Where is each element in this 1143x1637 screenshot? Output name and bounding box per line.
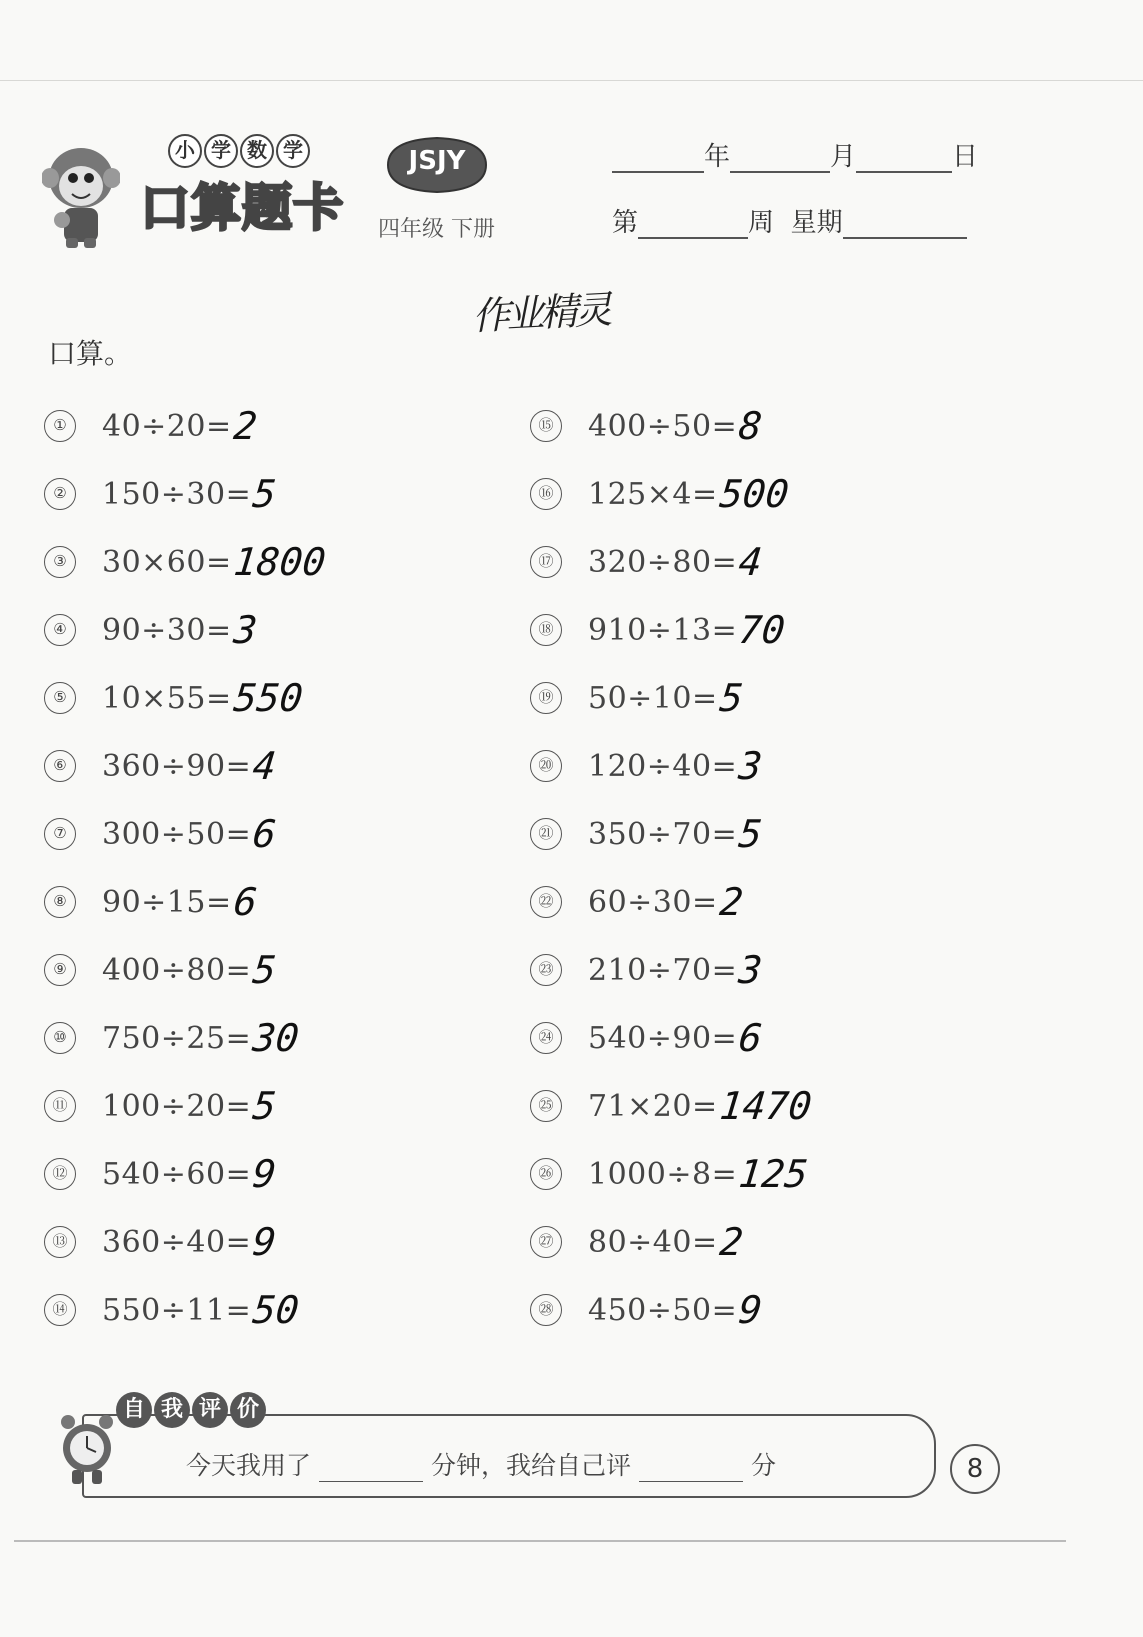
handwritten-answer[interactable]: 9 [250,1152,279,1196]
handwritten-answer[interactable]: 4 [250,744,279,788]
time-used-label: 今天我用了 [186,1451,312,1480]
series-title [168,134,310,168]
monkey-mascot-icon [42,138,120,250]
problem-row [530,868,811,936]
page-number: 8 [950,1444,1000,1494]
series-char: 学 [276,134,310,168]
problem-row [44,800,325,868]
problem-row [44,1140,325,1208]
problem-expression: 80÷40= [588,1224,718,1260]
problem-expression: 120÷40= [588,748,738,784]
problem-number: ① [44,410,76,442]
problems-right-column [530,392,814,1344]
problem-number: ⑩ [44,1022,76,1054]
self-eval-char: 自 [116,1392,152,1428]
handwritten-answer[interactable]: 70 [736,608,788,652]
day-blank[interactable] [856,145,952,173]
problem-row [44,1072,325,1140]
points-label: 分 [751,1451,777,1480]
problem-row [44,936,325,1004]
week-label: 周 [748,208,775,238]
series-char: 小 [168,134,202,168]
problem-expression: 320÷80= [588,544,738,580]
problem-number: ⑰ [530,546,562,578]
problem-expression: 90÷30= [102,612,232,648]
series-char: 学 [204,134,238,168]
problem-row [530,1072,814,1140]
handwritten-answer[interactable]: 8 [736,404,765,448]
minutes-blank[interactable] [319,1457,423,1482]
problem-number: ㉒ [530,886,562,918]
problem-number: ③ [44,546,76,578]
instruction-text: 口算。 [48,337,133,370]
scan-artifact [0,80,1143,81]
handwritten-answer[interactable]: 3 [736,948,765,992]
week-fields [612,202,992,239]
alarm-clock-mascot-icon [54,1408,120,1488]
problem-expression: 360÷40= [102,1224,252,1260]
problem-row [530,596,811,664]
handwritten-answer[interactable]: 1800 [231,540,328,584]
problem-row [530,664,811,732]
problem-number: ⑱ [530,614,562,646]
problem-number: ⑯ [530,478,562,510]
handwritten-answer[interactable]: 6 [736,1016,765,1060]
problem-expression: 300÷50= [102,816,252,852]
handwritten-answer[interactable]: 2 [717,1220,745,1264]
score-label: 分钟，我给自己评 [431,1451,632,1480]
handwritten-answer[interactable]: 6 [231,880,259,924]
problem-expression: 540÷90= [588,1020,738,1056]
handwritten-answer[interactable]: 5 [250,472,279,516]
problem-number: ㉑ [530,818,562,850]
problem-expression: 750÷25= [102,1020,252,1056]
problem-row [530,460,811,528]
problem-expression: 60÷30= [588,884,718,920]
problem-number: ⑪ [44,1090,76,1122]
handwritten-answer[interactable]: 3 [231,608,259,652]
problem-number: ㉕ [530,1090,562,1122]
problem-number: ⑬ [44,1226,76,1258]
month-label: 月 [830,142,857,172]
problem-row [44,1004,325,1072]
problem-number: ⑦ [44,818,76,850]
handwritten-answer[interactable]: 50 [250,1288,302,1332]
problem-number: ⑮ [530,410,562,442]
weekday-blank[interactable] [843,211,967,239]
problem-expression: 1000÷8= [588,1156,738,1192]
publisher-badge [378,132,496,198]
self-eval-char: 评 [192,1392,228,1428]
problem-number: ⑭ [44,1294,76,1326]
bottom-divider [14,1540,1066,1542]
problem-number: ㉗ [530,1226,562,1258]
problem-row [44,392,325,460]
problem-row [530,936,811,1004]
problem-expression: 400÷80= [102,952,252,988]
problem-number: ⑲ [530,682,562,714]
problem-expression: 40÷20= [102,408,232,444]
problem-row [530,392,811,460]
problem-expression: 90÷15= [102,884,232,920]
problem-expression: 50÷10= [588,680,718,716]
year-blank[interactable] [612,145,704,173]
problems-left-column [44,392,328,1344]
problem-number: ⑧ [44,886,76,918]
handwritten-answer[interactable]: 5 [736,812,765,856]
week-prefix: 第 [612,208,639,238]
handwritten-answer[interactable]: 4 [736,540,765,584]
handwritten-answer[interactable]: 9 [250,1220,279,1264]
self-eval-char: 价 [230,1392,266,1428]
problem-number: ㉔ [530,1022,562,1054]
problem-row [530,1276,811,1344]
handwritten-answer[interactable]: 30 [250,1016,302,1060]
problem-row [530,1208,811,1276]
problem-number: ⑤ [44,682,76,714]
problem-expression: 540÷60= [102,1156,252,1192]
problem-number: ② [44,478,76,510]
problem-expression: 550÷11= [102,1292,252,1328]
problem-number: ㉓ [530,954,562,986]
score-blank[interactable] [639,1457,743,1482]
problem-number: ⑳ [530,750,562,782]
handwritten-answer[interactable]: 3 [736,744,765,788]
problem-row [44,596,325,664]
problem-row [44,732,325,800]
badge-text: JSJY [408,146,466,176]
grade-label: 四年级 下册 [378,217,495,242]
problem-expression: 30×60= [102,544,232,580]
problem-expression: 210÷70= [588,952,738,988]
problem-number: ⑥ [44,750,76,782]
problem-row [44,460,325,528]
date-fields [612,136,992,173]
handwritten-answer[interactable]: 125 [736,1152,811,1196]
problem-expression: 450÷50= [588,1292,738,1328]
problem-number: ⑨ [44,954,76,986]
problem-expression: 350÷70= [588,816,738,852]
book-title: 口算题卡 [140,179,344,237]
problem-row [530,800,811,868]
week-blank[interactable] [638,211,748,239]
problem-row [44,664,325,732]
problem-row [530,1140,811,1208]
handwritten-answer[interactable]: 2 [231,404,259,448]
problem-row [530,732,811,800]
problem-row [44,868,325,936]
problem-number: ④ [44,614,76,646]
problem-row [44,1276,325,1344]
problem-expression: 400÷50= [588,408,738,444]
problem-number: ㉖ [530,1158,562,1190]
day-label: 日 [952,142,979,172]
self-eval-char: 我 [154,1392,190,1428]
month-blank[interactable] [730,145,830,173]
problem-expression: 910÷13= [588,612,738,648]
handwritten-answer[interactable]: 500 [717,472,791,516]
problem-row [530,1004,811,1072]
problem-expression: 360÷90= [102,748,252,784]
self-evaluation-text [186,1446,776,1482]
problem-row [44,1208,325,1276]
weekday-label: 星期 [790,208,843,238]
problem-expression: 10×55= [102,680,232,716]
problem-row [530,528,811,596]
problem-row [44,528,328,596]
handwritten-answer[interactable]: 2 [717,880,745,924]
problem-expression: 100÷20= [102,1088,252,1124]
handwritten-answer[interactable]: 1470 [717,1084,814,1128]
problem-number: ㉘ [530,1294,562,1326]
handwritten-answer[interactable]: 6 [250,812,279,856]
problem-expression: 125×4= [588,476,718,512]
series-char: 数 [240,134,274,168]
self-evaluation-title [116,1392,266,1428]
handwritten-answer[interactable]: 5 [250,1084,279,1128]
problem-expression: 71×20= [588,1088,718,1124]
handwritten-answer[interactable]: 5 [717,676,745,720]
handwritten-answer[interactable]: 9 [736,1288,765,1332]
handwritten-answer[interactable]: 5 [250,948,279,992]
problem-number: ⑫ [44,1158,76,1190]
watermark-stamp: 作业精灵 [471,287,610,339]
handwritten-answer[interactable]: 550 [231,676,305,720]
problem-expression: 150÷30= [102,476,252,512]
year-label: 年 [704,142,731,172]
